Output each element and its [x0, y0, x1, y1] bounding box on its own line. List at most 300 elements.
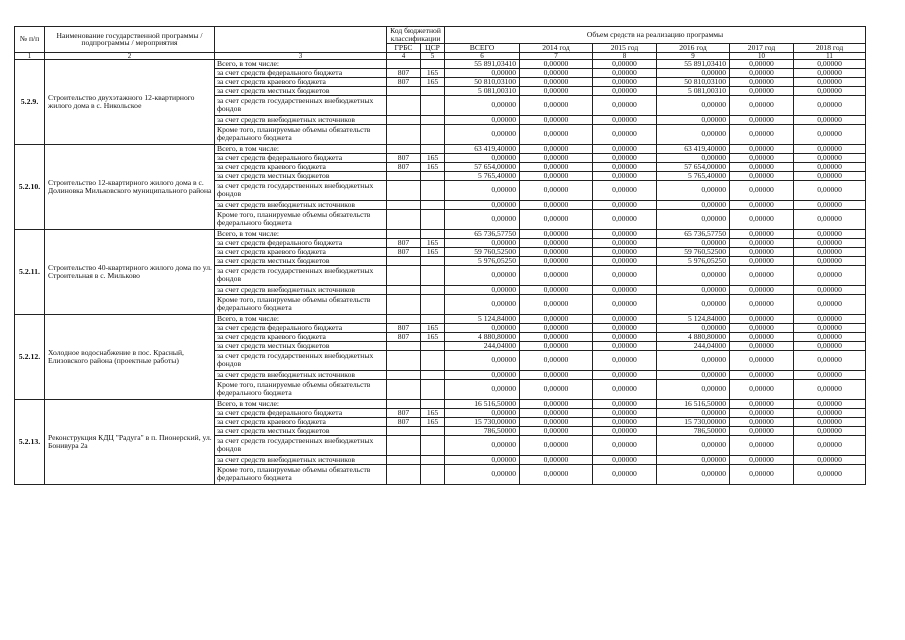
- year-value: 0,00000: [794, 350, 866, 370]
- section-number: 5.2.9.: [15, 59, 45, 144]
- year-value: 0,00000: [593, 77, 657, 86]
- year-value: 0,00000: [657, 294, 730, 314]
- year-value: 0,00000: [794, 265, 866, 285]
- funding-source: Кроме того, планируемые объемы обязательств федерального бюджета: [215, 294, 387, 314]
- funding-source: за счет средств краевого бюджета: [215, 77, 387, 86]
- year-value: 0,00000: [730, 332, 794, 341]
- csr-code: 165: [421, 77, 445, 86]
- year-value: 0,00000: [593, 229, 657, 238]
- year-value: 16 516,50000: [657, 399, 730, 408]
- year-value: 5 976,05250: [657, 256, 730, 265]
- grbs-code: [387, 379, 421, 399]
- funding-source: за счет средств внебюджетных источников: [215, 200, 387, 209]
- grbs-code: 807: [387, 77, 421, 86]
- year-value: 0,00000: [794, 370, 866, 379]
- year-value: 0,00000: [520, 408, 593, 417]
- total-value: 65 736,57750: [445, 229, 520, 238]
- year-value: 0,00000: [657, 285, 730, 294]
- csr-code: [421, 350, 445, 370]
- grbs-code: 807: [387, 408, 421, 417]
- year-value: 0,00000: [520, 59, 593, 68]
- funding-source: за счет средств государственных внебюджетных фондов: [215, 265, 387, 285]
- year-value: 0,00000: [794, 332, 866, 341]
- year-value: 0,00000: [520, 200, 593, 209]
- funding-source: за счет средств федерального бюджета: [215, 408, 387, 417]
- year-value: 0,00000: [794, 455, 866, 464]
- year-value: 5 081,00310: [657, 86, 730, 95]
- year-value: 0,00000: [730, 341, 794, 350]
- year-value: 0,00000: [730, 153, 794, 162]
- section-name: Реконструкция КДЦ "Радуга" в п. Пионерский, ул. Бонивура 2а: [45, 399, 215, 484]
- year-value: 0,00000: [520, 314, 593, 323]
- csr-code: 165: [421, 162, 445, 171]
- table-row: [15, 59, 866, 68]
- year-value: 0,00000: [520, 379, 593, 399]
- csr-code: 165: [421, 417, 445, 426]
- column-number: 4: [387, 52, 421, 59]
- year-value: 0,00000: [730, 379, 794, 399]
- funding-source: за счет средств внебюджетных источников: [215, 455, 387, 464]
- funding-source: за счет средств внебюджетных источников: [215, 370, 387, 379]
- year-value: 0,00000: [593, 86, 657, 95]
- year-value: 0,00000: [657, 115, 730, 124]
- grbs-code: [387, 209, 421, 229]
- total-value: 0,00000: [445, 115, 520, 124]
- header-name: Наименование государственной программы / подпрограммы / мероприятия: [45, 27, 215, 53]
- total-value: 55 891,03410: [445, 59, 520, 68]
- year-value: 0,00000: [657, 379, 730, 399]
- year-value: 0,00000: [657, 370, 730, 379]
- year-value: 0,00000: [730, 464, 794, 484]
- grbs-code: [387, 200, 421, 209]
- year-value: 0,00000: [593, 115, 657, 124]
- column-number: 11: [794, 52, 866, 59]
- year-value: 0,00000: [520, 153, 593, 162]
- year-value: 0,00000: [794, 95, 866, 115]
- grbs-code: [387, 256, 421, 265]
- year-value: 0,00000: [794, 341, 866, 350]
- total-value: 0,00000: [445, 350, 520, 370]
- year-value: 0,00000: [520, 238, 593, 247]
- year-value: 0,00000: [520, 350, 593, 370]
- year-value: 0,00000: [730, 124, 794, 144]
- year-value: 0,00000: [593, 341, 657, 350]
- year-value: 0,00000: [794, 323, 866, 332]
- total-value: 0,00000: [445, 124, 520, 144]
- funding-source: за счет средств краевого бюджета: [215, 247, 387, 256]
- year-value: 0,00000: [730, 417, 794, 426]
- year-value: 0,00000: [730, 426, 794, 435]
- csr-code: [421, 86, 445, 95]
- column-number: 9: [657, 52, 730, 59]
- column-number-row: [15, 52, 866, 59]
- year-value: 0,00000: [794, 256, 866, 265]
- grbs-code: 807: [387, 323, 421, 332]
- csr-code: [421, 171, 445, 180]
- year-value: 0,00000: [520, 455, 593, 464]
- year-value: 0,00000: [794, 285, 866, 294]
- year-value: 0,00000: [520, 265, 593, 285]
- year-value: 0,00000: [593, 464, 657, 484]
- csr-code: [421, 209, 445, 229]
- csr-code: 165: [421, 323, 445, 332]
- year-value: 0,00000: [657, 95, 730, 115]
- year-value: 0,00000: [593, 256, 657, 265]
- year-value: 0,00000: [657, 124, 730, 144]
- year-value: 786,50000: [657, 426, 730, 435]
- total-value: 50 810,03100: [445, 77, 520, 86]
- year-value: 0,00000: [593, 200, 657, 209]
- grbs-code: [387, 350, 421, 370]
- year-value: 0,00000: [520, 332, 593, 341]
- year-value: 0,00000: [730, 247, 794, 256]
- year-value: 0,00000: [730, 285, 794, 294]
- year-value: 0,00000: [593, 294, 657, 314]
- year-value: 0,00000: [657, 209, 730, 229]
- grbs-code: 807: [387, 153, 421, 162]
- year-value: 0,00000: [593, 323, 657, 332]
- grbs-code: 807: [387, 417, 421, 426]
- csr-code: [421, 256, 445, 265]
- header-year: 2015 год: [593, 43, 657, 52]
- total-value: 0,00000: [445, 370, 520, 379]
- year-value: 0,00000: [730, 180, 794, 200]
- year-value: 0,00000: [520, 341, 593, 350]
- column-number: 5: [421, 52, 445, 59]
- grbs-code: [387, 294, 421, 314]
- header-year: 2014 год: [520, 43, 593, 52]
- grbs-code: [387, 370, 421, 379]
- header-funds: Объем средств на реализацию программы: [445, 27, 866, 44]
- grbs-code: [387, 455, 421, 464]
- year-value: 0,00000: [794, 200, 866, 209]
- year-value: 63 419,40000: [657, 144, 730, 153]
- year-value: 0,00000: [593, 435, 657, 455]
- funding-source: за счет средств краевого бюджета: [215, 332, 387, 341]
- year-value: 0,00000: [593, 417, 657, 426]
- year-value: 0,00000: [730, 229, 794, 238]
- total-value: 0,00000: [445, 379, 520, 399]
- header-num: № п/п: [15, 27, 45, 53]
- year-value: 0,00000: [794, 238, 866, 247]
- grbs-code: [387, 435, 421, 455]
- year-value: 0,00000: [593, 379, 657, 399]
- year-value: 0,00000: [520, 180, 593, 200]
- year-value: 0,00000: [794, 435, 866, 455]
- year-value: 0,00000: [794, 171, 866, 180]
- csr-code: 165: [421, 153, 445, 162]
- year-value: 0,00000: [593, 332, 657, 341]
- year-value: 0,00000: [730, 59, 794, 68]
- grbs-code: 807: [387, 247, 421, 256]
- funding-source: за счет средств федерального бюджета: [215, 323, 387, 332]
- total-value: 59 760,52500: [445, 247, 520, 256]
- year-value: 0,00000: [657, 464, 730, 484]
- year-value: 65 736,57750: [657, 229, 730, 238]
- year-value: 0,00000: [730, 265, 794, 285]
- year-value: 0,00000: [730, 86, 794, 95]
- csr-code: [421, 294, 445, 314]
- total-value: 0,00000: [445, 153, 520, 162]
- year-value: 0,00000: [730, 370, 794, 379]
- year-value: 0,00000: [593, 370, 657, 379]
- csr-code: [421, 426, 445, 435]
- year-value: 0,00000: [794, 399, 866, 408]
- column-number: 7: [520, 52, 593, 59]
- section-number: 5.2.13.: [15, 399, 45, 484]
- funding-source: Всего, в том числе:: [215, 59, 387, 68]
- csr-code: 165: [421, 332, 445, 341]
- year-value: 0,00000: [520, 171, 593, 180]
- csr-code: [421, 95, 445, 115]
- csr-code: [421, 59, 445, 68]
- year-value: 0,00000: [520, 370, 593, 379]
- grbs-code: [387, 115, 421, 124]
- grbs-code: [387, 426, 421, 435]
- table-row: [15, 229, 866, 238]
- csr-code: 165: [421, 247, 445, 256]
- grbs-code: 807: [387, 332, 421, 341]
- total-value: 244,04000: [445, 341, 520, 350]
- funding-source: Кроме того, планируемые объемы обязательств федерального бюджета: [215, 379, 387, 399]
- year-value: 0,00000: [593, 180, 657, 200]
- total-value: 4 880,80000: [445, 332, 520, 341]
- grbs-code: 807: [387, 68, 421, 77]
- year-value: 0,00000: [794, 408, 866, 417]
- year-value: 0,00000: [593, 285, 657, 294]
- year-value: 0,00000: [730, 95, 794, 115]
- year-value: 0,00000: [794, 124, 866, 144]
- year-value: 57 654,00000: [657, 162, 730, 171]
- year-value: 0,00000: [520, 435, 593, 455]
- year-value: 0,00000: [730, 144, 794, 153]
- year-value: 0,00000: [593, 95, 657, 115]
- year-value: 0,00000: [794, 417, 866, 426]
- budget-table: [14, 26, 866, 485]
- csr-code: [421, 379, 445, 399]
- year-value: 0,00000: [520, 77, 593, 86]
- total-value: 0,00000: [445, 95, 520, 115]
- year-value: 0,00000: [657, 68, 730, 77]
- year-value: 0,00000: [593, 247, 657, 256]
- year-value: 0,00000: [593, 153, 657, 162]
- funding-source: Кроме того, планируемые объемы обязательств федерального бюджета: [215, 124, 387, 144]
- funding-source: за счет средств государственных внебюджетных фондов: [215, 95, 387, 115]
- csr-code: [421, 314, 445, 323]
- total-value: 63 419,40000: [445, 144, 520, 153]
- funding-source: за счет средств федерального бюджета: [215, 238, 387, 247]
- year-value: 0,00000: [520, 417, 593, 426]
- grbs-code: [387, 229, 421, 238]
- csr-code: [421, 229, 445, 238]
- table-row: [15, 144, 866, 153]
- csr-code: [421, 341, 445, 350]
- year-value: 0,00000: [794, 314, 866, 323]
- year-value: 0,00000: [730, 238, 794, 247]
- table-row: [15, 314, 866, 323]
- section-name: Холодное водоснабжение в пос. Красный, Елизовского района (проектные работы): [45, 314, 215, 399]
- csr-code: [421, 285, 445, 294]
- year-value: 0,00000: [794, 464, 866, 484]
- column-number: 1: [15, 52, 45, 59]
- grbs-code: [387, 341, 421, 350]
- total-value: 5 765,40000: [445, 171, 520, 180]
- year-value: 0,00000: [730, 256, 794, 265]
- year-value: 0,00000: [593, 426, 657, 435]
- total-value: 0,00000: [445, 285, 520, 294]
- year-value: 0,00000: [730, 294, 794, 314]
- grbs-code: [387, 285, 421, 294]
- year-value: 0,00000: [520, 209, 593, 229]
- year-value: 0,00000: [730, 435, 794, 455]
- year-value: 0,00000: [730, 209, 794, 229]
- grbs-code: [387, 95, 421, 115]
- year-value: 0,00000: [520, 115, 593, 124]
- year-value: 0,00000: [520, 285, 593, 294]
- header-year: 2016 год: [657, 43, 730, 52]
- year-value: 0,00000: [593, 68, 657, 77]
- csr-code: 165: [421, 68, 445, 77]
- funding-source: за счет средств федерального бюджета: [215, 68, 387, 77]
- year-value: 0,00000: [730, 68, 794, 77]
- header-grbs: ГРБС: [387, 43, 421, 52]
- grbs-code: [387, 86, 421, 95]
- total-value: 5 976,05250: [445, 256, 520, 265]
- grbs-code: [387, 180, 421, 200]
- year-value: 0,00000: [657, 180, 730, 200]
- funding-source: за счет средств внебюджетных источников: [215, 115, 387, 124]
- year-value: 0,00000: [520, 95, 593, 115]
- year-value: 0,00000: [593, 59, 657, 68]
- year-value: 0,00000: [593, 144, 657, 153]
- year-value: 5 124,84000: [657, 314, 730, 323]
- csr-code: [421, 200, 445, 209]
- csr-code: [421, 370, 445, 379]
- funding-source: за счет средств краевого бюджета: [215, 162, 387, 171]
- funding-source: Кроме того, планируемые объемы обязательств федерального бюджета: [215, 464, 387, 484]
- year-value: 0,00000: [730, 399, 794, 408]
- total-value: 0,00000: [445, 455, 520, 464]
- year-value: 0,00000: [593, 209, 657, 229]
- year-value: 0,00000: [730, 171, 794, 180]
- total-value: 0,00000: [445, 68, 520, 77]
- grbs-code: [387, 464, 421, 484]
- year-value: 4 880,80000: [657, 332, 730, 341]
- column-number: 2: [45, 52, 215, 59]
- year-value: 0,00000: [593, 408, 657, 417]
- year-value: 0,00000: [730, 323, 794, 332]
- year-value: 0,00000: [730, 162, 794, 171]
- year-value: 0,00000: [520, 256, 593, 265]
- section-number: 5.2.11.: [15, 229, 45, 314]
- total-value: 0,00000: [445, 435, 520, 455]
- year-value: 0,00000: [593, 314, 657, 323]
- year-value: 0,00000: [657, 408, 730, 417]
- funding-source: Всего, в том числе:: [215, 399, 387, 408]
- year-value: 0,00000: [794, 153, 866, 162]
- total-value: 0,00000: [445, 238, 520, 247]
- year-value: 244,04000: [657, 341, 730, 350]
- year-value: 0,00000: [657, 238, 730, 247]
- year-value: 50 810,03100: [657, 77, 730, 86]
- year-value: 15 730,00000: [657, 417, 730, 426]
- year-value: 0,00000: [730, 408, 794, 417]
- csr-code: [421, 464, 445, 484]
- header-year: 2017 год: [730, 43, 794, 52]
- year-value: 0,00000: [520, 294, 593, 314]
- table-body: [15, 59, 866, 484]
- year-value: 0,00000: [657, 350, 730, 370]
- total-value: 0,00000: [445, 180, 520, 200]
- year-value: 0,00000: [794, 68, 866, 77]
- year-value: 0,00000: [520, 144, 593, 153]
- year-value: 0,00000: [657, 265, 730, 285]
- year-value: 0,00000: [730, 77, 794, 86]
- csr-code: [421, 124, 445, 144]
- grbs-code: [387, 124, 421, 144]
- total-value: 0,00000: [445, 408, 520, 417]
- year-value: 0,00000: [593, 238, 657, 247]
- total-value: 0,00000: [445, 200, 520, 209]
- year-value: 0,00000: [794, 115, 866, 124]
- funding-source: Всего, в том числе:: [215, 314, 387, 323]
- year-value: 0,00000: [520, 229, 593, 238]
- year-value: 59 760,52500: [657, 247, 730, 256]
- csr-code: [421, 180, 445, 200]
- section-name: Строительство 12-квартирного жилого дома в с. Долиновка Мильковского муниципального района: [45, 144, 215, 229]
- year-value: 0,00000: [794, 379, 866, 399]
- header-code: Код бюджетной классификации: [387, 27, 445, 44]
- year-value: 0,00000: [730, 200, 794, 209]
- funding-source: за счет средств местных бюджетов: [215, 426, 387, 435]
- csr-code: [421, 399, 445, 408]
- total-value: 15 730,00000: [445, 417, 520, 426]
- year-value: 0,00000: [520, 86, 593, 95]
- csr-code: [421, 435, 445, 455]
- total-value: 57 654,00000: [445, 162, 520, 171]
- year-value: 0,00000: [730, 115, 794, 124]
- year-value: 0,00000: [794, 426, 866, 435]
- table-row: [15, 399, 866, 408]
- year-value: 0,00000: [593, 124, 657, 144]
- csr-code: [421, 115, 445, 124]
- year-value: 55 891,03410: [657, 59, 730, 68]
- grbs-code: 807: [387, 238, 421, 247]
- header-source: [215, 27, 387, 53]
- year-value: 0,00000: [657, 455, 730, 464]
- year-value: 5 765,40000: [657, 171, 730, 180]
- year-value: 0,00000: [593, 265, 657, 285]
- year-value: 0,00000: [794, 162, 866, 171]
- column-number: 8: [593, 52, 657, 59]
- funding-source: за счет средств федерального бюджета: [215, 153, 387, 162]
- year-value: 0,00000: [794, 247, 866, 256]
- funding-source: Всего, в том числе:: [215, 144, 387, 153]
- header-total: ВСЕГО: [445, 43, 520, 52]
- year-value: 0,00000: [520, 124, 593, 144]
- funding-source: за счет средств местных бюджетов: [215, 171, 387, 180]
- grbs-code: [387, 314, 421, 323]
- section-name: Строительство двухэтажного 12-квартирного жилого дома в с. Никольское: [45, 59, 215, 144]
- column-number: 6: [445, 52, 520, 59]
- section-name: Строительство 40-квартирного жилого дома по ул. Строительная в с. Мильково: [45, 229, 215, 314]
- grbs-code: [387, 265, 421, 285]
- year-value: 0,00000: [593, 350, 657, 370]
- section-number: 5.2.12.: [15, 314, 45, 399]
- funding-source: за счет средств местных бюджетов: [215, 341, 387, 350]
- csr-code: 165: [421, 408, 445, 417]
- total-value: 0,00000: [445, 209, 520, 229]
